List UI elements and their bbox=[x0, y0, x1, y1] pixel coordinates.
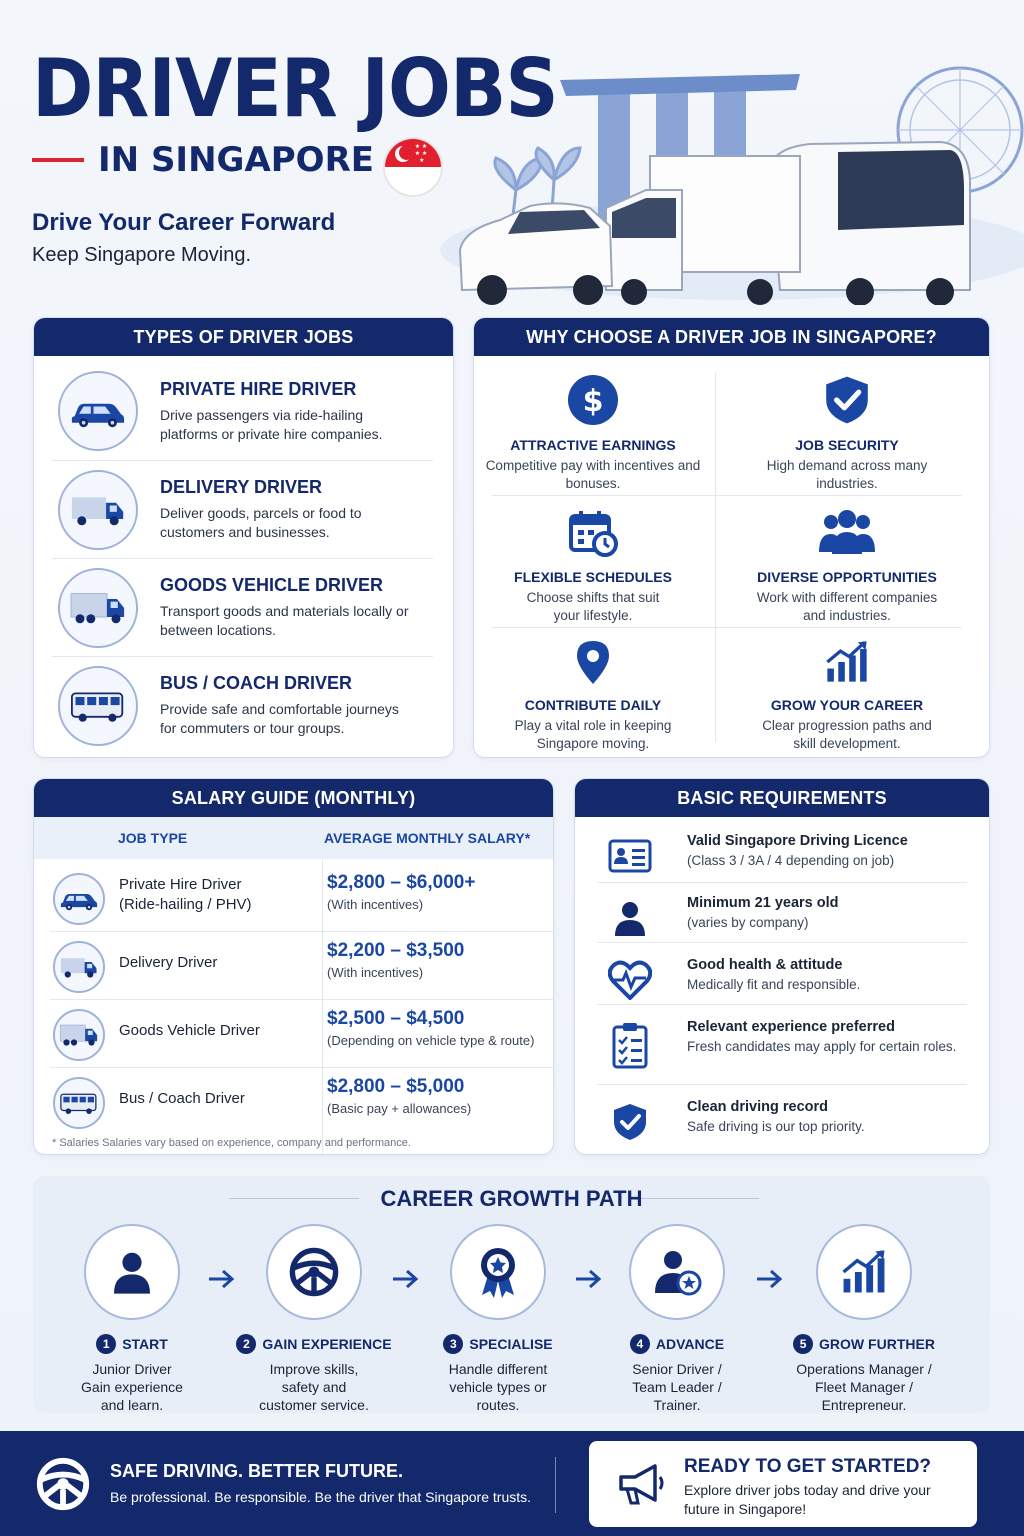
salary-job: Goods Vehicle Driver bbox=[119, 1022, 260, 1039]
salary-note: (Depending on vehicle type & route) bbox=[327, 1033, 535, 1048]
why-title: ATTRACTIVE EARNINGS bbox=[510, 437, 676, 453]
step-label: ADVANCE bbox=[655, 1336, 725, 1352]
heart-pulse-icon bbox=[607, 957, 653, 1003]
step-desc: Operations Manager / Fleet Manager / Entrepreneur. bbox=[796, 1361, 932, 1413]
requirement-desc: Medically fit and responsible. bbox=[687, 977, 861, 992]
requirement-desc: (varies by company) bbox=[687, 915, 809, 930]
column-job-type: JOB TYPE bbox=[118, 830, 188, 846]
type-title: DELIVERY DRIVER bbox=[160, 477, 323, 497]
hero bbox=[0, 0, 1024, 305]
truck-icon bbox=[53, 1009, 105, 1061]
type-desc: Transport goods and materials locally or between locations. bbox=[160, 603, 409, 638]
steering-wheel-icon bbox=[266, 1224, 362, 1320]
person-icon bbox=[607, 895, 653, 941]
step-desc: Junior Driver Gain experience and learn. bbox=[81, 1361, 183, 1413]
people-icon bbox=[818, 508, 876, 558]
requirement-desc: (Class 3 / 3A / 4 depending on job) bbox=[687, 853, 895, 868]
type-title: GOODS VEHICLE DRIVER bbox=[160, 575, 384, 595]
type-desc: Drive passengers via ride-hailing platforms or private hire companies. bbox=[160, 406, 383, 442]
requirements-header: BASIC REQUIREMENTS bbox=[575, 779, 989, 817]
salary-note: (With incentives) bbox=[327, 897, 424, 912]
type-title: BUS / COACH DRIVER bbox=[160, 673, 353, 693]
car-icon bbox=[58, 371, 138, 451]
requirement-title: Good health & attitude bbox=[687, 957, 843, 973]
type-desc: Provide safe and comfortable journeys for commuters or tour groups. bbox=[160, 701, 399, 736]
type-desc: Deliver goods, parcels or food to customers and businesses. bbox=[160, 505, 362, 540]
footer-banner bbox=[0, 1431, 1024, 1536]
dollar-icon bbox=[567, 374, 619, 426]
salary-amount: $2,500 – $4,500 bbox=[327, 1008, 465, 1029]
megaphone-icon bbox=[615, 1461, 667, 1507]
salary-job: Bus / Coach Driver bbox=[119, 1090, 245, 1107]
why-item-contribute bbox=[482, 638, 704, 753]
salary-table-header bbox=[34, 817, 553, 859]
why-desc: Clear progression paths and skill development. bbox=[762, 718, 932, 751]
salary-guide-card bbox=[33, 778, 554, 1155]
tagline-secondary: Keep Singapore Moving. bbox=[32, 244, 252, 266]
types-of-driver-jobs-card bbox=[33, 317, 454, 758]
salary-header: SALARY GUIDE (MONTHLY) bbox=[34, 779, 553, 817]
footer-title: SAFE DRIVING. BETTER FUTURE. bbox=[110, 1461, 404, 1481]
requirement-desc: Fresh candidates may apply for certain roles. bbox=[687, 1039, 957, 1054]
why-title: GROW YOUR CAREER bbox=[770, 697, 924, 713]
salary-amount: $2,800 – $6,000+ bbox=[327, 872, 476, 893]
why-item-grow bbox=[736, 638, 958, 753]
truck-icon bbox=[58, 568, 138, 648]
tagline: Drive Your Career Forward bbox=[32, 209, 336, 236]
why-item-flexible bbox=[482, 508, 704, 625]
cta-desc: Explore driver jobs today and drive your future in Singapore! bbox=[684, 1482, 931, 1517]
basic-requirements-card bbox=[574, 778, 990, 1155]
why-desc: Competitive pay with incentives and bonuses. bbox=[485, 458, 701, 491]
map-pin-icon bbox=[573, 638, 613, 686]
salary-amount: $2,200 – $3,500 bbox=[327, 940, 465, 961]
step-desc: Senior Driver / Team Leader / Trainer. bbox=[632, 1361, 722, 1413]
career-step-grow-further bbox=[774, 1224, 954, 1414]
calendar-clock-icon bbox=[567, 508, 619, 558]
delivery-van-icon bbox=[53, 941, 105, 993]
salary-row bbox=[50, 1069, 554, 1137]
why-desc: High demand across many industries. bbox=[766, 458, 928, 491]
salary-row bbox=[50, 865, 554, 933]
why-item-earnings bbox=[482, 374, 704, 493]
salary-row bbox=[50, 1001, 554, 1069]
salary-job-sub: (Ride-hailing / PHV) bbox=[119, 896, 252, 913]
salary-note: (With incentives) bbox=[327, 965, 424, 980]
career-step-advance bbox=[587, 1224, 767, 1414]
why-item-security bbox=[736, 374, 958, 493]
type-item-goods-vehicle bbox=[52, 558, 433, 656]
growth-chart-icon bbox=[823, 638, 871, 686]
step-label: GAIN EXPERIENCE bbox=[262, 1336, 392, 1352]
shield-check-icon bbox=[607, 1099, 653, 1145]
type-title: PRIVATE HIRE DRIVER bbox=[160, 378, 357, 399]
why-title: FLEXIBLE SCHEDULES bbox=[514, 569, 672, 585]
subtitle-row bbox=[32, 140, 440, 180]
footer-desc: Be professional. Be responsible. Be the driver that Singapore trusts. bbox=[110, 1489, 532, 1505]
id-card-icon bbox=[607, 833, 653, 879]
svg-text:$: $ bbox=[582, 384, 604, 419]
salary-job: Private Hire Driver bbox=[119, 876, 242, 893]
step-number: 2 bbox=[236, 1334, 256, 1354]
red-dash-left bbox=[32, 158, 84, 162]
type-item-delivery bbox=[52, 460, 433, 558]
types-header: TYPES OF DRIVER JOBS bbox=[34, 318, 453, 356]
why-title: DIVERSE OPPORTUNITIES bbox=[757, 569, 937, 585]
why-desc: Work with different companies and industries. bbox=[756, 590, 938, 623]
why-choose-card bbox=[473, 317, 990, 758]
type-item-bus-coach bbox=[52, 656, 433, 754]
person-star-icon bbox=[629, 1224, 725, 1320]
requirement-title: Valid Singapore Driving Licence bbox=[687, 833, 908, 849]
requirement-desc: Safe driving is our top priority. bbox=[687, 1119, 865, 1134]
bus-icon bbox=[53, 1077, 105, 1129]
steering-wheel-icon bbox=[34, 1455, 92, 1513]
person-icon bbox=[84, 1224, 180, 1320]
growth-chart-icon bbox=[816, 1224, 912, 1320]
column-average-salary: AVERAGE MONTHLY SALARY* bbox=[324, 830, 531, 846]
car-icon bbox=[53, 873, 105, 925]
salary-amount: $2,800 – $5,000 bbox=[327, 1076, 465, 1097]
why-item-diverse bbox=[736, 508, 958, 625]
bus-icon bbox=[58, 666, 138, 746]
singapore-flag-icon: ★ ★ ★ ★ ★ bbox=[383, 137, 443, 197]
cta-title: READY TO GET STARTED? bbox=[684, 1456, 932, 1477]
why-desc: Play a vital role in keeping Singapore moving. bbox=[514, 718, 672, 751]
delivery-van-icon bbox=[58, 470, 138, 550]
step-label: START bbox=[122, 1336, 168, 1352]
salary-footnote: * Salaries Salaries vary based on experience, company and performance. bbox=[52, 1137, 411, 1149]
why-title: CONTRIBUTE DAILY bbox=[524, 697, 662, 713]
shield-check-icon bbox=[821, 374, 873, 426]
page-title: DRIVER JOBS bbox=[32, 42, 558, 136]
why-title: JOB SECURITY bbox=[795, 437, 899, 453]
singapore-skyline-vehicles-illustration bbox=[420, 40, 1024, 305]
requirement-title: Minimum 21 years old bbox=[687, 895, 839, 911]
step-number: 3 bbox=[443, 1334, 463, 1354]
career-step-start bbox=[42, 1224, 222, 1414]
requirement-title: Relevant experience preferred bbox=[687, 1019, 895, 1035]
type-item-private-hire bbox=[52, 362, 433, 460]
career-step-gain-experience bbox=[224, 1224, 404, 1414]
step-label: GROW FURTHER bbox=[819, 1336, 935, 1352]
step-number: 4 bbox=[630, 1334, 650, 1354]
career-step-specialise bbox=[408, 1224, 588, 1414]
salary-job: Delivery Driver bbox=[119, 954, 218, 971]
salary-note: (Basic pay + allowances) bbox=[327, 1101, 472, 1116]
step-desc: Improve skills, safety and customer service. bbox=[259, 1361, 369, 1413]
requirement-title: Clean driving record bbox=[687, 1099, 829, 1115]
salary-row bbox=[50, 933, 554, 1001]
step-number: 1 bbox=[96, 1334, 116, 1354]
step-label: SPECIALISE bbox=[469, 1336, 553, 1352]
why-desc: Choose shifts that suit your lifestyle. bbox=[526, 590, 660, 623]
step-number: 5 bbox=[793, 1334, 813, 1354]
why-header: WHY CHOOSE A DRIVER JOB IN SINGAPORE? bbox=[474, 318, 989, 356]
page-subtitle: IN SINGAPORE bbox=[98, 140, 374, 180]
career-growth-section bbox=[33, 1176, 990, 1413]
step-desc: Handle different vehicle types or routes. bbox=[448, 1361, 548, 1413]
career-title: CAREER GROWTH PATH bbox=[380, 1186, 643, 1211]
checklist-icon bbox=[607, 1019, 653, 1071]
award-ribbon-icon bbox=[450, 1224, 546, 1320]
cta-box[interactable] bbox=[589, 1441, 977, 1527]
